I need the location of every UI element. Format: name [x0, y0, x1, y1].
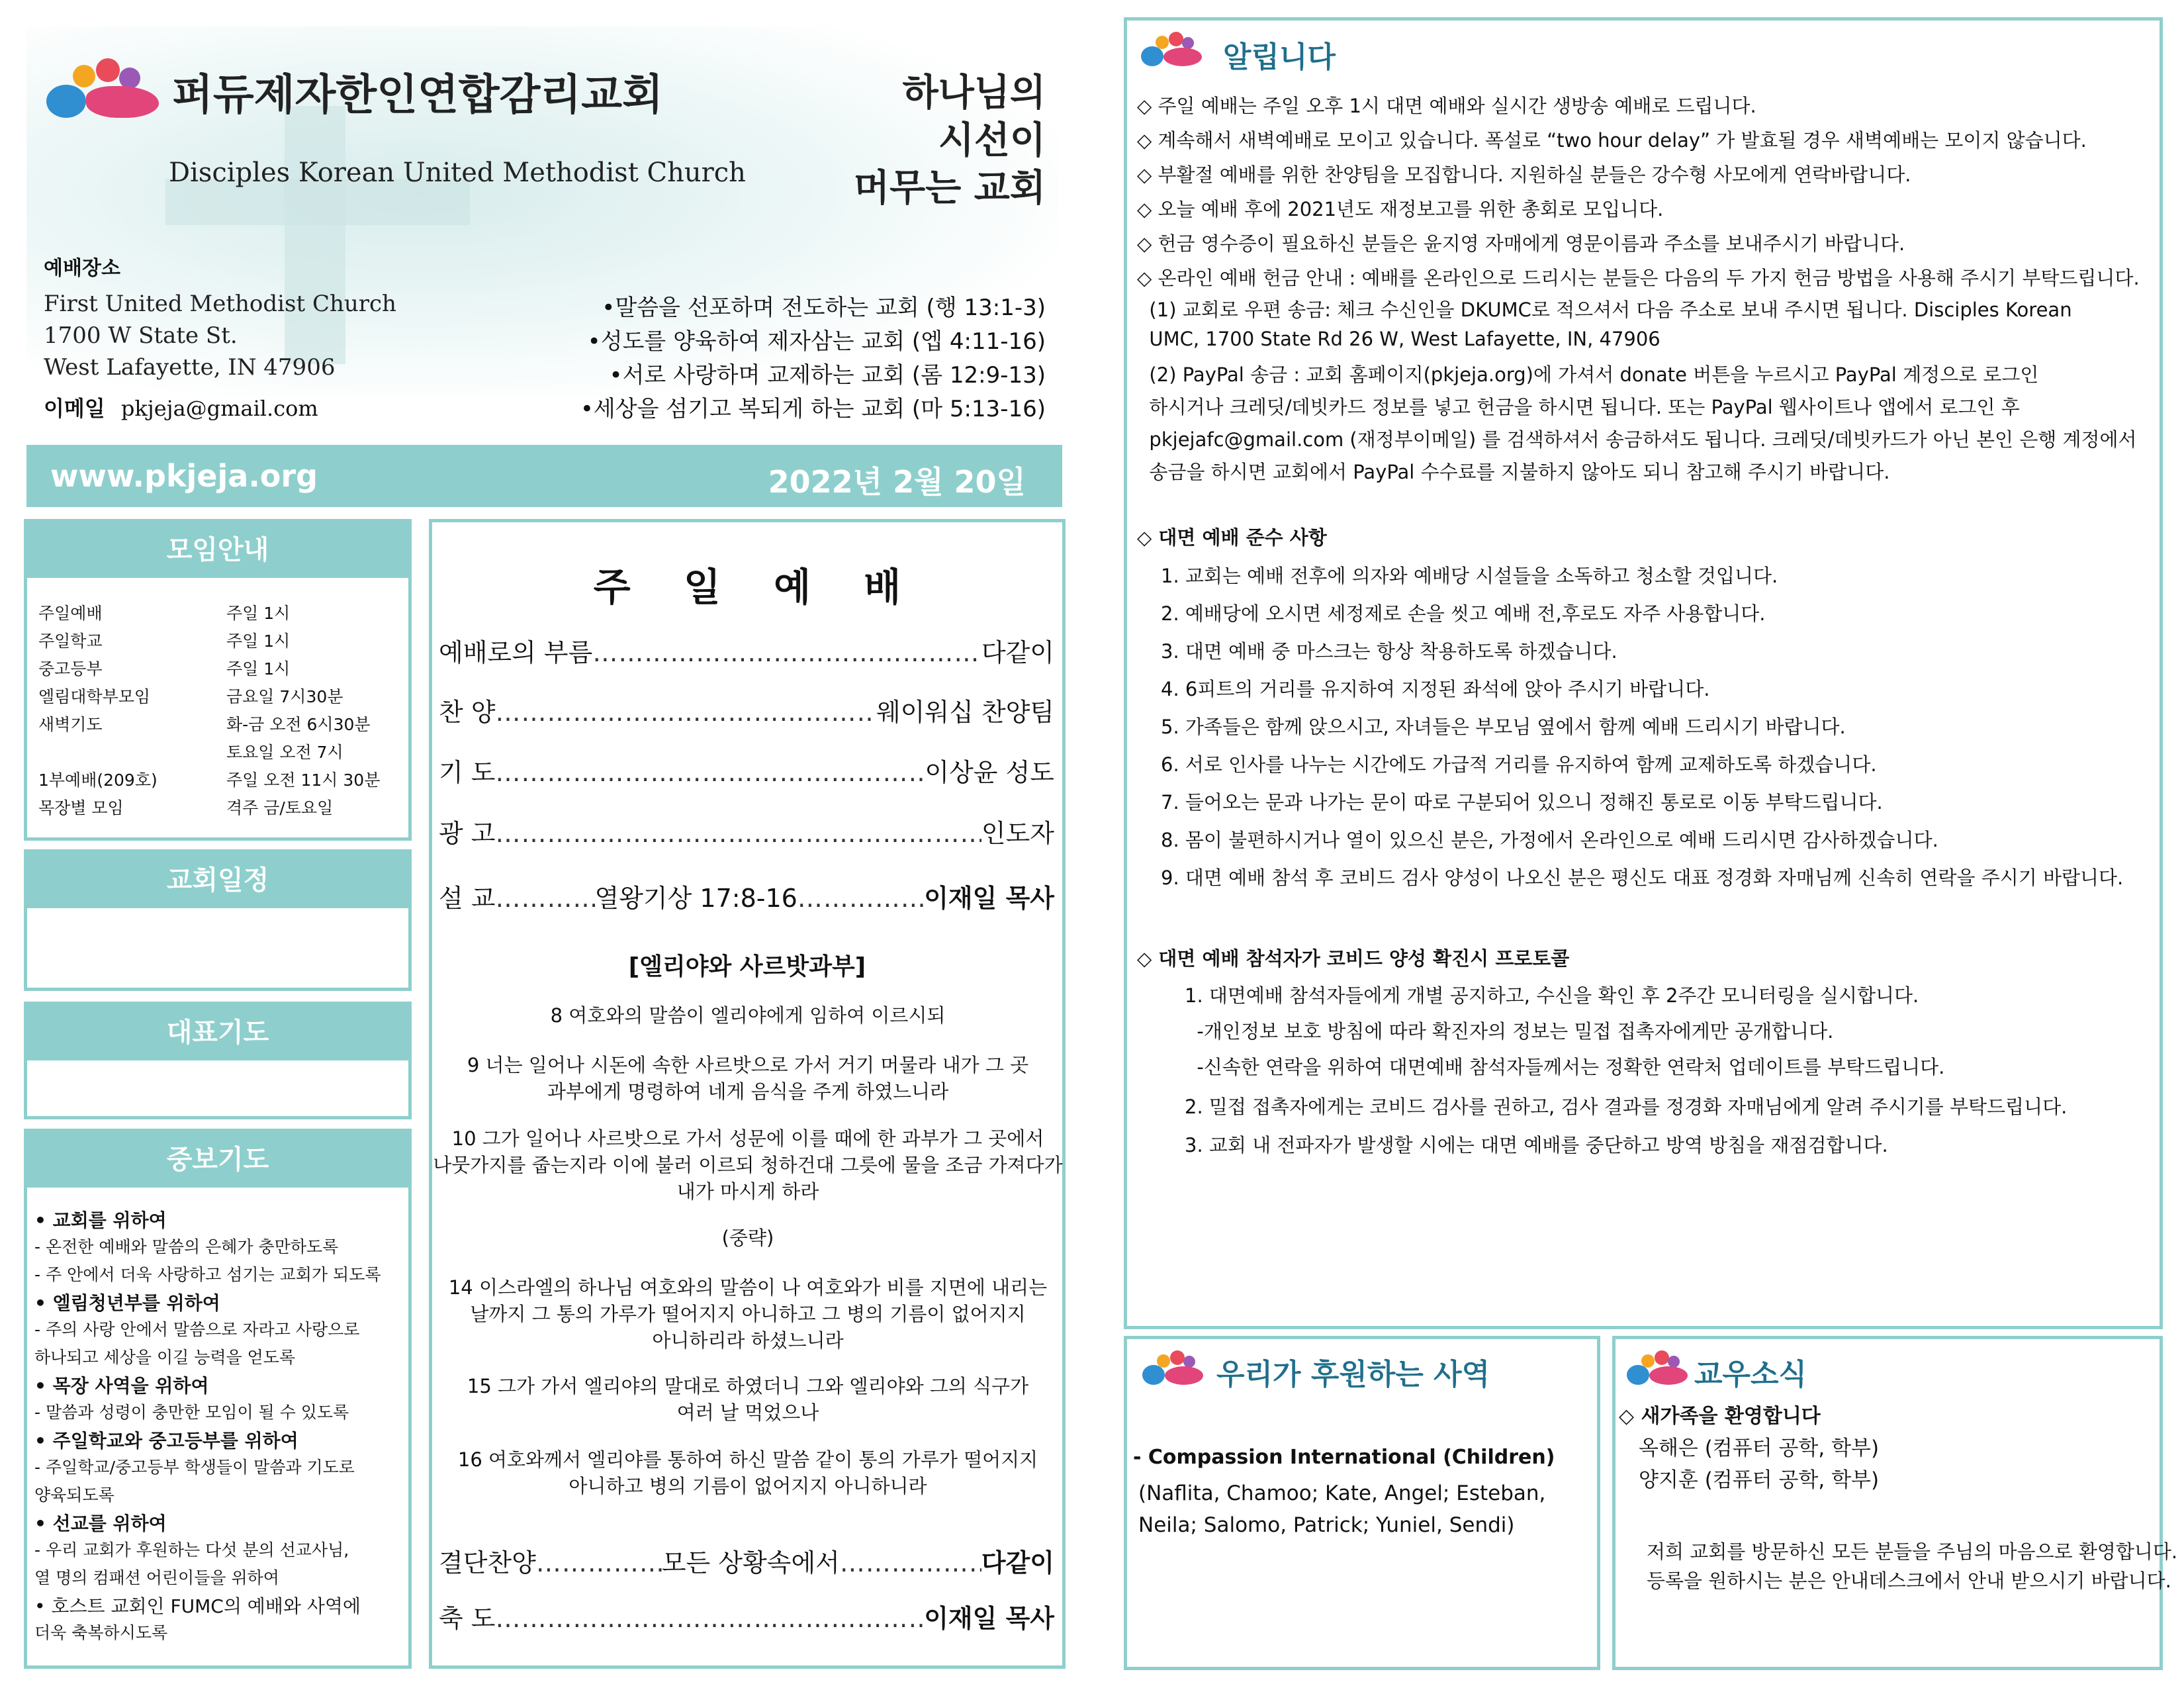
covid-rule: 7. 들어오는 문과 나가는 문이 따로 구분되어 있으니 정해진 통로로 이동 부탁드립니다.: [1161, 791, 1883, 814]
new-members-list: [1639, 1432, 1879, 1496]
covid-rules-title: ◇ 대면 예배 준수 사항: [1137, 526, 1327, 549]
protocol-item: 2. 밀접 접촉자에게는 코비드 검사를 권하고, 검사 결과를 정경화 자매님에게 알려 주시기를 부탁드립니다.: [1185, 1096, 2068, 1118]
order-value: 인도자: [981, 819, 1054, 848]
scripture-line: 여러 날 먹었으나: [676, 1401, 819, 1424]
leader-dots: [496, 819, 981, 848]
scripture-line: 16 여호와께서 엘리야를 통하여 하신 말씀 같이 통의 가루가 떨어지지: [457, 1448, 1038, 1471]
welcome-line: 등록을 원하시는 분은 안내데스크에서 안내 받으시기 바랍니다.: [1647, 1570, 2171, 1592]
meeting-time: 금요일 7시30분: [226, 687, 343, 706]
notice-line: ◇ 온라인 예배 헌금 안내 : 예배를 온라인으로 드리시는 분들은 다음의 두 가지 헌금 방법을 사용해 주시기 부탁드립니다.: [1137, 267, 2140, 289]
worship-order-item: [439, 692, 1054, 728]
new-member: 옥해은 (컴퓨터 공학, 학부): [1639, 1436, 1880, 1460]
order-value: 다같이: [981, 638, 1054, 667]
prayer-item: 열 명의 컴패션 어린이들을 위하여: [34, 1568, 279, 1587]
venue-label: 예배장소: [44, 257, 120, 280]
meeting-time: 격주 금/토요일: [226, 798, 334, 818]
meetings-panel: [24, 519, 412, 841]
scripture-line: 15 그가 가서 엘리야의 말대로 하였더니 그와 엘리야와 그의 식구가: [467, 1375, 1029, 1397]
covid-rule: 8. 몸이 불편하시거나 열이 있으신 분은, 가정에서 온라인으로 예배 드리시면 감사하겠습니다.: [1161, 829, 1938, 851]
prayer-item: 양육되도록: [34, 1485, 114, 1505]
notice-line: (1) 교회로 우편 송금: 체크 수신인을 DKUMC로 적으셔서 다음 주소로 보내 주시면 됩니다. Disciples Korean: [1137, 299, 2072, 321]
covid-rule: 4. 6피트의 거리를 유지하여 지정된 좌석에 앉아 주시기 바랍니다.: [1161, 678, 1710, 700]
scripture-verse: [430, 1002, 1066, 1029]
meeting-name: 1부예배(209호): [38, 771, 158, 790]
closing-hymn-row: [439, 1542, 1054, 1579]
address-line: 1700 W State St.: [44, 322, 238, 349]
scripture-line: (중략): [721, 1227, 774, 1249]
meeting-name: 새벽기도: [38, 715, 103, 734]
closing-song: 모든 상황속에서: [661, 1548, 840, 1577]
protocol-title: ◇ 대면 예배 참석자가 코비드 양성 확진시 프로토콜: [1137, 947, 1570, 970]
scripture-line: 8 여호와의 말씀이 엘리야에게 임하여 이르시되: [550, 1004, 946, 1027]
order-label: 기 도: [439, 758, 496, 787]
worship-title: 주 일 예 배: [593, 565, 901, 610]
meeting-time: 주일 1시: [226, 604, 291, 623]
sermon-passage: 열왕기상 17:8-16: [594, 884, 797, 913]
ministry-children: [1138, 1477, 1545, 1541]
meeting-time: 토요일 오전 7시: [226, 743, 343, 762]
notice-line: UMC, 1700 State Rd 26 W, West Lafayette, IN, 47906: [1137, 328, 1661, 350]
scripture-line: 날까지 그 통의 가루가 떨어지지 아니하고 그 병의 기름이 없어지지: [470, 1303, 1026, 1325]
notice-line: 송금을 하시면 교회에서 PayPal 수수료를 지불하지 않아도 되니 참고해 주시기 바랍니다.: [1137, 461, 1890, 483]
website-date-bar: [26, 445, 1062, 507]
prayer-item: - 말씀과 성령이 충만한 모임이 될 수 있도록: [34, 1403, 349, 1422]
website-link[interactable]: www.pkjeja.org: [50, 458, 318, 494]
sermon-title: [엘리야와 사르밧과부]: [628, 953, 866, 980]
order-value: 이상윤 성도: [925, 758, 1054, 787]
meeting-name: 주일학교: [38, 632, 103, 651]
notice-line: ◇ 부활절 예배를 위한 찬양팀을 모집합니다. 지원하실 분들은 강수형 사모에게 연락바랍니다.: [1137, 164, 1911, 186]
ministry-title: 우리가 후원하는 사역: [1216, 1358, 1490, 1391]
prayer-heading: • 주일학교와 중고등부를 위하여: [34, 1430, 298, 1452]
notice-line: ◇ 주일 예배는 주일 오후 1시 대면 예배와 실시간 생방송 예배로 드립니다.: [1137, 95, 1756, 117]
sermon-preacher: 이재일 목사: [924, 884, 1054, 913]
prayer-heading: • 호스트 교회인 FUMC의 예배와 사역에: [34, 1595, 361, 1617]
scripture-omission: [430, 1225, 1066, 1251]
scripture-verse: [430, 1373, 1066, 1426]
meeting-time: 주일 오전 11시 30분: [226, 771, 381, 790]
leader-dots: [840, 1548, 981, 1577]
benediction-label: 축 도: [439, 1604, 496, 1633]
leader-dots: [536, 1548, 662, 1577]
church-slogan: [814, 70, 1046, 212]
church-name-ko: 퍼듀제자한인연합감리교회: [172, 70, 663, 120]
scripture-line: 14 이스라엘의 하나님 여호와의 말씀이 나 여호와가 비를 지면에 내리는: [448, 1276, 1048, 1299]
prayer-heading: • 교회를 위하여: [34, 1209, 167, 1231]
ministry-line: Neila; Salomo, Patrick; Yuniel, Sendi): [1138, 1513, 1515, 1537]
order-label: 찬 양: [439, 698, 496, 727]
new-member: 양지훈 (컴퓨터 공학, 학부): [1639, 1468, 1880, 1492]
meeting-name: 중고등부: [38, 659, 103, 679]
order-value: 웨이워십 찬양팀: [876, 698, 1054, 727]
leader-dots: [496, 884, 595, 913]
leader-dots: [496, 1604, 925, 1633]
church-logo-icon: [46, 58, 159, 121]
prayer-item: - 주일학교/중고등부 학생들이 말씀과 기도로: [34, 1458, 355, 1477]
protocol-item: -신속한 연락을 위하여 대면예배 참석자들께서는 정확한 연락처 업데이트를 부탁드립니다.: [1185, 1056, 1945, 1078]
notice-line: ◇ 계속해서 새벽예배로 모이고 있습니다. 폭설로 “two hour delay” 가 발효될 경우 새벽예배는 모이지 않습니다.: [1137, 129, 2087, 152]
scripture-line: 10 그가 일어나 사르밧으로 가서 성문에 이를 때에 한 과부가 그 곳에서: [451, 1127, 1044, 1150]
benediction-row: [439, 1598, 1054, 1634]
schedule-panel: [24, 849, 412, 991]
scripture-line: 9 너는 일어나 시돈에 속한 사르밧으로 가서 거기 머물라 내가 그 곳: [467, 1054, 1029, 1076]
prayer-heading: • 선교를 위하여: [34, 1513, 167, 1534]
benediction-value: 이재일 목사: [924, 1604, 1054, 1633]
prayer-item: 더욱 축복하시도록: [34, 1623, 168, 1642]
order-label: 광 고: [439, 819, 496, 848]
protocol-item: 3. 교회 내 전파자가 발생할 시에는 대면 예배를 중단하고 방역 방침을 재점검합니다.: [1185, 1134, 1888, 1156]
bulletin-date: 2022년 2월 20일: [768, 464, 1026, 500]
mission-item: •성도를 양육하여 제자삼는 교회 (엡 4:11-16): [587, 328, 1046, 355]
church-name-en: Disciples Korean United Methodist Church: [169, 158, 746, 188]
meeting-time: 화-금 오전 6시30분: [226, 715, 371, 734]
welcome-message: [1647, 1537, 2177, 1595]
leader-dots: [592, 638, 981, 667]
leader-dots: [797, 884, 924, 913]
protocol-item: 1. 대면예배 참석자들에게 개별 공지하고, 수신을 확인 후 2주간 모니터링을 실시합니다.: [1185, 984, 1919, 1007]
prayer-item: - 온전한 예배와 말씀의 은혜가 충만하도록: [34, 1237, 339, 1256]
covid-rule: 2. 예배당에 오시면 세정제로 손을 씻고 예배 전,후로도 자주 사용합니다.: [1161, 602, 1766, 625]
email-label: 이메일: [44, 396, 105, 421]
email-row: [44, 392, 318, 422]
welcome-heading: ◇ 새가족을 환영합니다: [1619, 1405, 1821, 1428]
ministry-heading: - Compassion International (Children): [1133, 1446, 1555, 1469]
slogan-line: 머무는 교회: [854, 167, 1046, 210]
protocol-item: -개인정보 보호 방침에 따라 확진자의 정보는 밀접 접촉자에게만 공개합니다.: [1185, 1020, 1834, 1043]
prayer-item: - 우리 교회가 후원하는 다섯 분의 선교사님,: [34, 1540, 349, 1560]
meeting-time: 주일 1시: [226, 659, 291, 679]
order-label: 예배로의 부름: [439, 638, 593, 667]
sermon-row: [439, 878, 1054, 914]
ministry-line: (Naflita, Chamoo; Kate, Angel; Esteban,: [1138, 1481, 1546, 1505]
prayer-heading: • 엘림청년부를 위하여: [34, 1292, 220, 1314]
scripture-line: 나뭇가지를 줍는지라 이에 불러 이르되 청하건대 그릇에 물을 조금 가져다가: [433, 1154, 1063, 1176]
leader-dots: [496, 698, 876, 727]
mission-list: [576, 291, 1046, 426]
members-title: 교우소식: [1694, 1358, 1807, 1391]
leader-dots: [496, 758, 925, 787]
sermon-label: 설 교: [439, 884, 496, 913]
intercession-title: 중보기도: [27, 1132, 408, 1188]
notice-line: 하시거나 크레딧/데빗카드 정보를 넣고 헌금을 하시면 됩니다. 또는 PayPal 웹사이트나 앱에서 로그인 후: [1137, 396, 2020, 418]
notices-title: 알립니다: [1223, 40, 1336, 74]
prayer-heading: • 목장 사역을 위하여: [34, 1375, 209, 1397]
address-line: West Lafayette, IN 47906: [44, 354, 336, 381]
members-logo-icon: [1627, 1350, 1688, 1387]
worship-order-item: [439, 632, 1054, 669]
schedule-title: 교회일정: [27, 853, 408, 908]
closing-label: 결단찬양: [439, 1548, 536, 1577]
prayer-item: 하나되고 세상을 이길 능력을 얻도록: [34, 1348, 296, 1367]
ministry-logo-icon: [1142, 1350, 1203, 1387]
rep-prayer-panel: [24, 1002, 412, 1119]
welcome-line: 저희 교회를 방문하신 모든 분들을 주님의 마음으로 환영합니다.: [1647, 1540, 2178, 1563]
scripture-line: 아니하고 병의 기름이 없어지지 아니하니라: [569, 1475, 927, 1497]
slogan-line: 하나님의: [902, 71, 1046, 115]
scripture-verse: [430, 1052, 1066, 1105]
meeting-time: 주일 1시: [226, 632, 291, 651]
mission-item: •말씀을 선포하며 전도하는 교회 (행 13:1-3): [602, 295, 1046, 321]
covid-rule: 5. 가족들은 함께 앉으시고, 자녀들은 부모님 옆에서 함께 예배 드리시기 바랍니다.: [1161, 716, 1846, 738]
notice-line: ◇ 오늘 예배 후에 2021년도 재정보고를 위한 총회로 모입니다.: [1137, 198, 1664, 220]
slogan-line: 시선이: [938, 119, 1046, 162]
closing-value: 다같이: [981, 1548, 1054, 1577]
meeting-name: 목장별 모임: [38, 798, 124, 818]
scripture-line: 내가 마시게 하라: [676, 1180, 819, 1203]
notices-logo-icon: [1141, 32, 1202, 69]
scripture-verse: [430, 1274, 1066, 1354]
covid-rule: 3. 대면 예배 중 마스크는 항상 착용하도록 하겠습니다.: [1161, 640, 1617, 663]
rep-prayer-title: 대표기도: [27, 1005, 408, 1060]
scripture-line: 아니하리라 하셨느니라: [652, 1329, 844, 1352]
notice-line: pkjejafc@gmail.com (재정부이메일) 를 검색하셔서 송금하셔도 됩니다. 크레딧/데빗카드가 아닌 본인 은행 계정에서: [1137, 428, 2137, 451]
email-link[interactable]: pkjeja@gmail.com: [120, 396, 318, 421]
worship-order-item: [439, 813, 1054, 849]
meeting-name: 주일예배: [38, 604, 103, 623]
notice-line: (2) PayPal 송금 : 교회 홈페이지(pkjeja.org)에 가셔서 donate 버튼을 누르시고 PayPal 계정으로 로그인: [1137, 363, 2039, 386]
notice-line: ◇ 헌금 영수증이 필요하신 분들은 윤지영 자매에게 영문이름과 주소를 보내주시기 바랍니다.: [1137, 232, 1905, 255]
scripture-line: 과부에게 명령하여 네게 음식을 주게 하였느니라: [547, 1080, 949, 1103]
mission-item: •서로 사랑하며 교제하는 교회 (롬 12:9-13): [609, 362, 1046, 389]
meeting-name: 엘림대학부모임: [38, 687, 151, 706]
prayer-item: - 주의 사랑 안에서 말씀으로 자라고 사랑으로: [34, 1320, 360, 1339]
mission-item: •세상을 섬기고 복되게 하는 교회 (마 5:13-16): [580, 396, 1046, 422]
covid-rule: 1. 교회는 예배 전후에 의자와 예배당 시설들을 소독하고 청소할 것입니다.: [1161, 565, 1778, 587]
scripture-verse: [430, 1446, 1066, 1499]
covid-rule: 6. 서로 인사를 나누는 시간에도 가급적 거리를 유지하여 함께 교제하도록 하겠습니다.: [1161, 753, 1877, 776]
meetings-title: 모임안내: [27, 522, 408, 578]
scripture-verse: [430, 1125, 1066, 1205]
address-line: First United Methodist Church: [44, 291, 396, 317]
covid-rule: 9. 대면 예배 참석 후 코비드 검사 양성이 나오신 분은 평신도 대표 정경화 자매님께 신속히 연락을 주시기 바랍니다.: [1161, 867, 2124, 889]
prayer-item: - 주 안에서 더욱 사랑하고 섬기는 교회가 되도록: [34, 1265, 381, 1284]
worship-order-item: [439, 752, 1054, 788]
church-address: [44, 288, 396, 383]
